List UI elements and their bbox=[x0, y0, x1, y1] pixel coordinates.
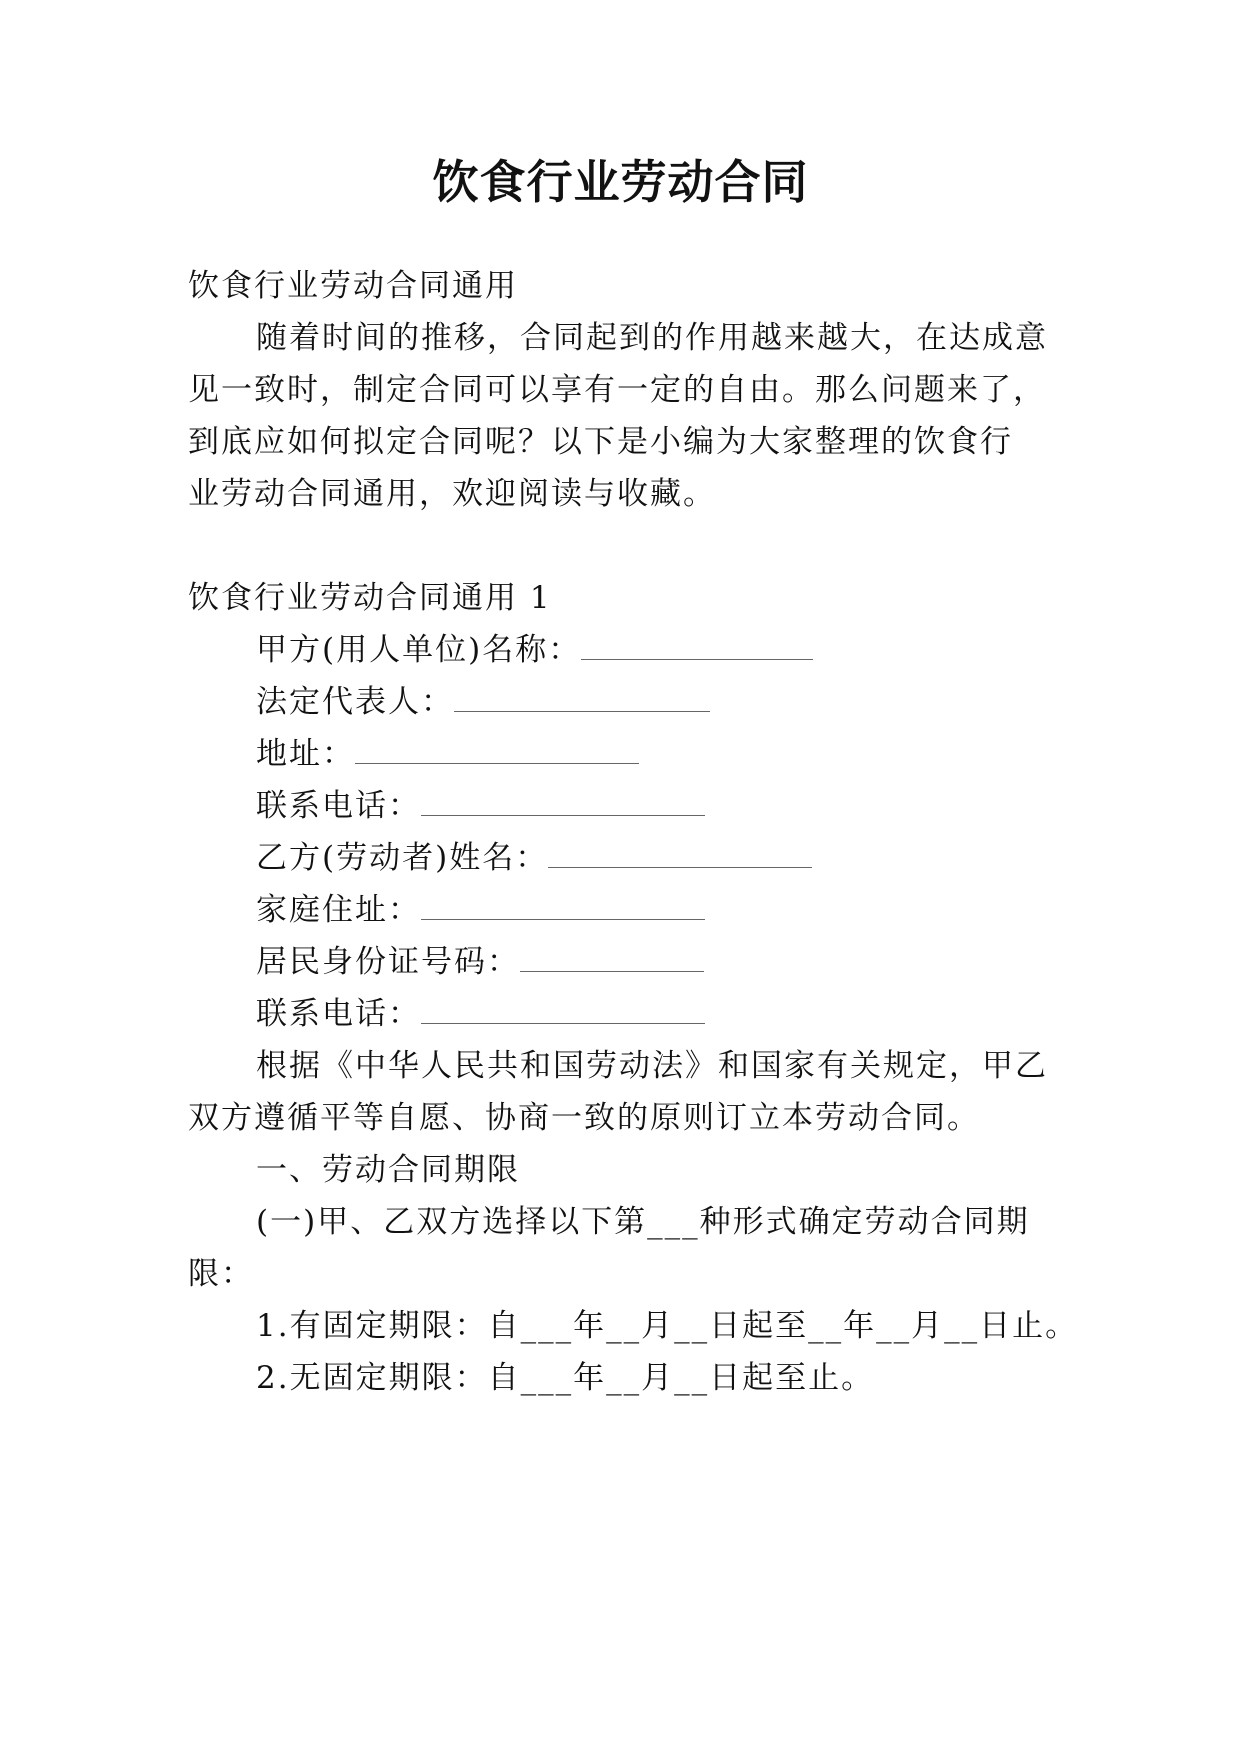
basis-line-2: 双方遵循平等自愿、协商一致的原则订立本劳动合同。 bbox=[188, 1100, 980, 1136]
field-label: 乙方(劳动者)姓名： bbox=[256, 840, 549, 876]
document-title: 饮食行业劳动合同 bbox=[432, 155, 809, 209]
blank-line bbox=[421, 891, 705, 920]
field-label: 联系电话： bbox=[256, 788, 421, 824]
clause-1-sub-line-1: (一)甲、乙双方选择以下第___种形式确定劳动合同期 bbox=[256, 1204, 1030, 1240]
term-unfixed: 2.无固定期限：自___年__月__日起至止。 bbox=[256, 1360, 875, 1396]
field-label: 甲方(用人单位)名称： bbox=[256, 632, 582, 668]
field-id-number bbox=[256, 942, 704, 982]
blank-line bbox=[421, 995, 705, 1024]
field-label: 家庭住址： bbox=[256, 892, 421, 928]
blank-line bbox=[581, 631, 813, 660]
blank-line bbox=[548, 839, 812, 868]
field-label: 地址： bbox=[256, 736, 355, 772]
field-label: 法定代表人： bbox=[256, 684, 454, 720]
section-heading: 饮食行业劳动合同通用 1 bbox=[188, 580, 552, 616]
field-party-b-name bbox=[256, 838, 812, 878]
field-phone-b bbox=[256, 994, 705, 1034]
field-home-address bbox=[256, 890, 705, 930]
blank-line bbox=[454, 683, 710, 712]
term-fixed: 1.有固定期限：自___年__月__日起至__年__月__日止。 bbox=[256, 1308, 1079, 1344]
basis-line-1: 根据《中华人民共和国劳动法》和国家有关规定，甲乙 bbox=[256, 1048, 1048, 1084]
intro-line-3: 到底应如何拟定合同呢？以下是小编为大家整理的饮食行 bbox=[188, 424, 1013, 460]
clause-1-sub-line-2: 限： bbox=[188, 1256, 254, 1292]
field-party-a-name bbox=[256, 630, 813, 670]
intro-line-4: 业劳动合同通用，欢迎阅读与收藏。 bbox=[188, 476, 716, 512]
blank-line bbox=[355, 735, 639, 764]
field-phone-a bbox=[256, 786, 705, 826]
field-address bbox=[256, 734, 639, 774]
field-label: 联系电话： bbox=[256, 996, 421, 1032]
blank-line bbox=[421, 787, 705, 816]
intro-line-2: 见一致时，制定合同可以享有一定的自由。那么问题来了， bbox=[188, 372, 1046, 408]
field-legal-rep bbox=[256, 682, 710, 722]
blank-line bbox=[520, 943, 704, 972]
clause-1-heading: 一、劳动合同期限 bbox=[256, 1152, 520, 1188]
intro-line-1: 随着时间的推移，合同起到的作用越来越大，在达成意 bbox=[256, 320, 1048, 356]
field-label: 居民身份证号码： bbox=[256, 944, 520, 980]
document-subtitle: 饮食行业劳动合同通用 bbox=[188, 268, 518, 304]
